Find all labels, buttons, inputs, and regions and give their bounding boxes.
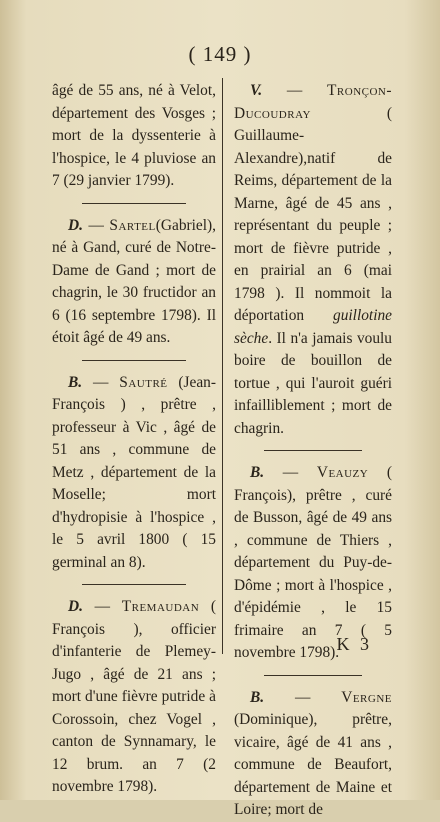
- entry-separator: [264, 675, 362, 676]
- entry-separator: [264, 450, 362, 451]
- entry-vergne: [234, 687, 392, 822]
- entry-troncon-ducoudray: [234, 80, 392, 440]
- entry-name: Vergne: [341, 688, 392, 706]
- entry-dash: —: [264, 464, 317, 481]
- entry-dash: —: [262, 82, 328, 99]
- entry-dash: —: [82, 216, 110, 234]
- entry-paragraph: [52, 596, 216, 799]
- entry-mark: V.: [250, 82, 263, 99]
- entry-name: Sautré: [119, 373, 168, 391]
- entry-name: Tremaudan: [121, 598, 200, 615]
- entry-text: ( Guillaume-Alexandre),natif de Reims, département de la Marne, âgé de 45 ans , représentant du peuple ; mort de fièvre putride , en prairial an 6 (mai 1798 ). Il nommoit la déportation: [234, 104, 392, 324]
- entry-sautre: [52, 372, 216, 575]
- column-divider: [222, 78, 223, 654]
- right-column: [234, 80, 392, 822]
- entry-dash: —: [82, 598, 122, 615]
- entry-text-after: . Il n'a jamais voulu boire de bouillon de tortue , qui l'auroit guéri infailliblement ; mort de chagrin.: [234, 329, 392, 437]
- entry-italic-phrase: guillotine sèche: [234, 307, 392, 347]
- page-number: ( 149 ): [188, 42, 252, 66]
- entry-name: Veauzy: [316, 464, 369, 481]
- entry-text: (Gabriel), né à Gand, curé de Notre-Dame de Gand ; mort de chagrin, le 30 fructidor an 6 (16 septembre 1798). Il étoit âgé de 49 ans.: [52, 216, 216, 346]
- left-column: [52, 80, 216, 799]
- entry-continued: [52, 80, 216, 193]
- entry-paragraph: [234, 687, 392, 822]
- entry-paragraph: [234, 80, 392, 440]
- entry-paragraph: [52, 215, 216, 350]
- entry-name: Tronçon-Ducoudray: [234, 82, 392, 122]
- entry-text: (Dominique), prêtre, vicaire, âgé de 41 ans , commune de Beaufort, département de Maine et Loire; mort de: [234, 711, 392, 818]
- entry-separator: [82, 203, 186, 204]
- entry-mark: D.: [68, 598, 83, 615]
- entry-tremaudan: [52, 596, 216, 799]
- entry-mark: B.: [68, 373, 83, 391]
- entry-text: ( François), prêtre , curé de Busson, âgé de 49 ans , commune de Thiers , département du Puy-de-Dôme ; mort à l'hospice , d'épidémie , le 15 frimaire an 7 ( 5 novembre 1798).: [234, 464, 392, 661]
- entry-mark: D.: [68, 216, 83, 234]
- entry-mark: B.: [250, 688, 265, 706]
- entry-separator: [82, 360, 186, 361]
- entry-text: (Jean-François ) , prêtre , professeur à Vic , âgé de 51 ans , commune de Metz , département de la Moselle; mort d'hydropisie à l'hospice , le 5 avril 1800 ( 15 germinal an 8).: [52, 373, 216, 571]
- signature-mark: K 3: [336, 634, 372, 654]
- entry-name: Sartel: [109, 216, 156, 234]
- entry-dash: —: [82, 373, 120, 391]
- entry-separator: [82, 584, 186, 585]
- entry-paragraph: [52, 372, 216, 575]
- entry-mark: B.: [250, 464, 265, 481]
- entry-text: âgé de 55 ans, né à Velot, département des Vosges ; mort de la dyssenterie à l'hospice, le 4 pluviose an 7 (29 janvier 1799).: [52, 82, 216, 189]
- entry-text: ( François ), officier d'infanterie de Plemey-Jugo , âgé de 21 ans ; mort d'une fièvre putride à Corossoin, chez Vogel , canton de Synnamary, le 12 brum. an 7 (2 novembre 1798).: [52, 598, 216, 795]
- entry-sartel: [52, 215, 216, 350]
- entry-dash: —: [264, 688, 342, 706]
